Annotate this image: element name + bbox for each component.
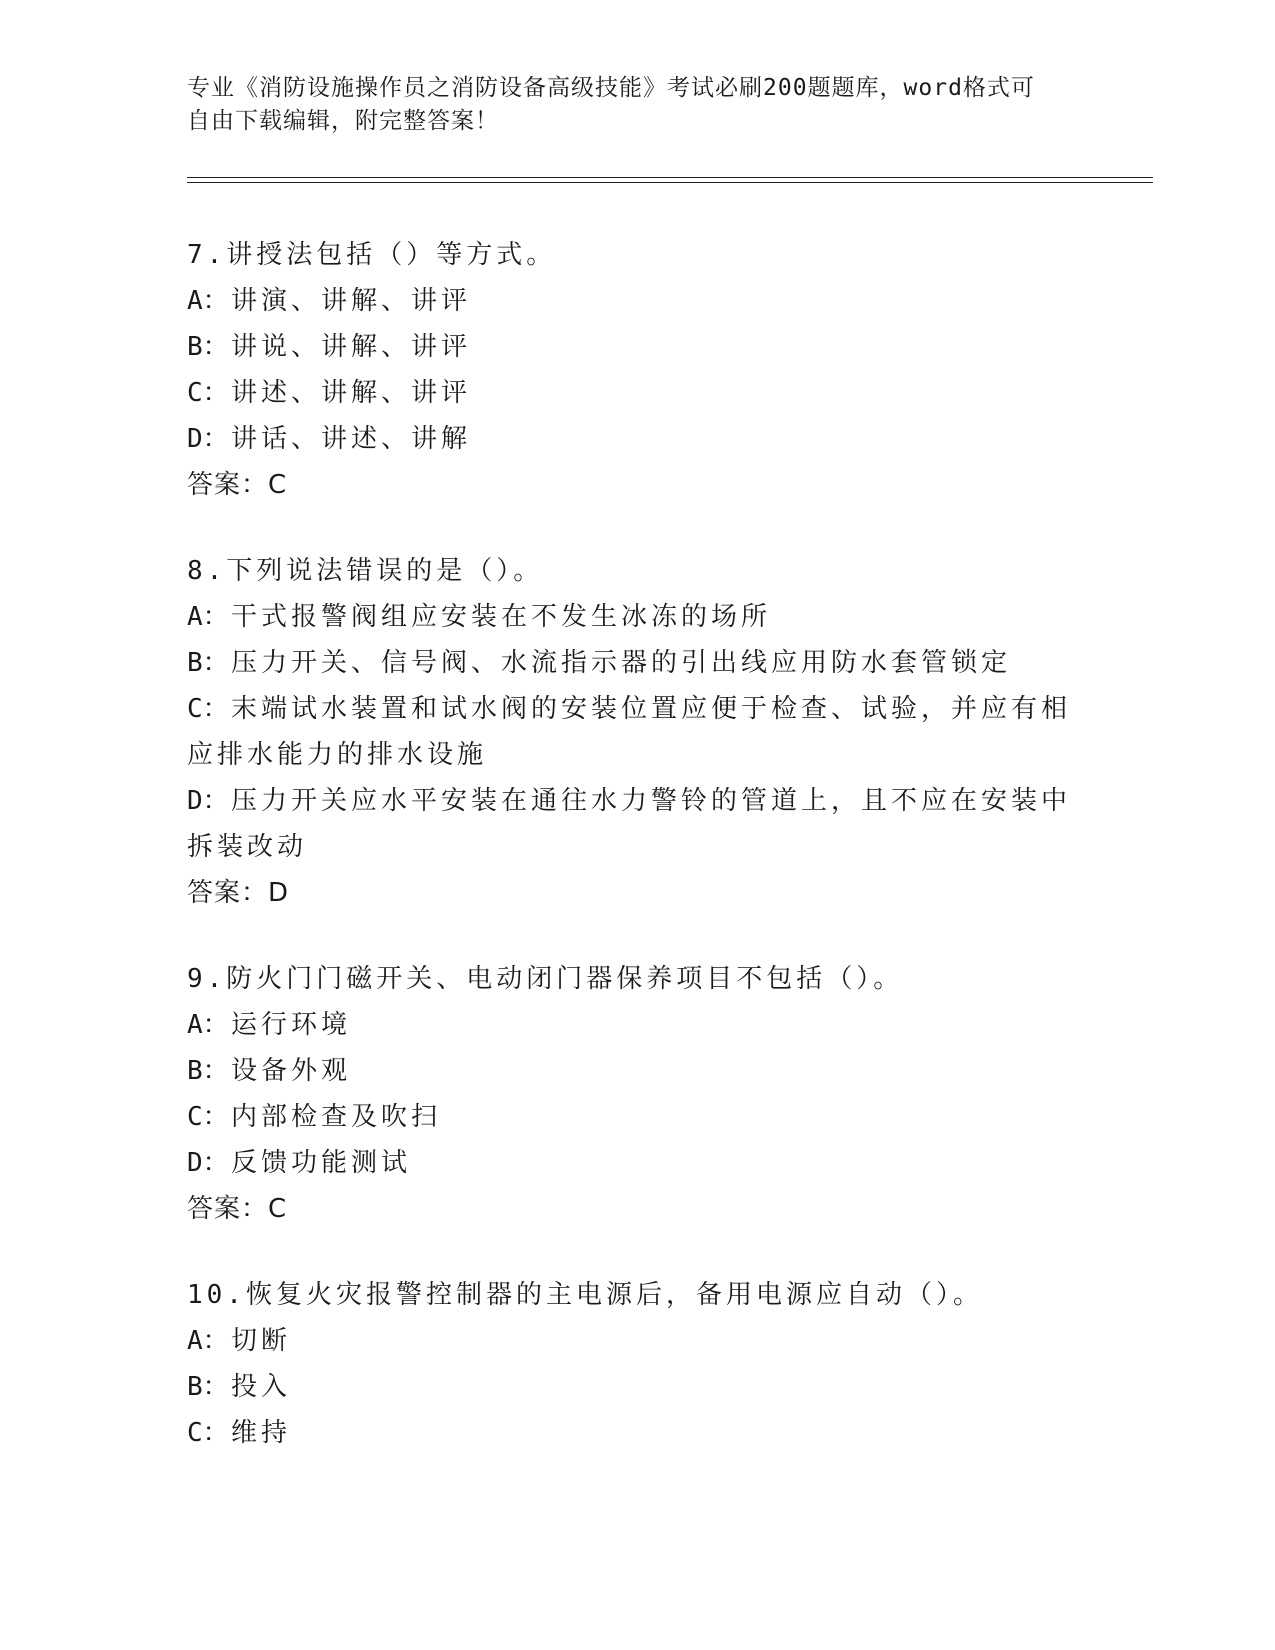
option-key: C： bbox=[187, 378, 229, 408]
option-a bbox=[187, 594, 1077, 640]
question-list bbox=[187, 232, 1077, 1496]
option-c bbox=[187, 370, 1077, 416]
header-line-2: 自由下载编辑，附完整答案！ bbox=[187, 108, 499, 134]
option-key: D： bbox=[187, 786, 229, 816]
question-stem: 8.下列说法错误的是（）。 bbox=[187, 556, 544, 586]
question-stem: 9.防火门门磁开关、电动闭门器保养项目不包括（）。 bbox=[187, 964, 904, 994]
option-key: D： bbox=[187, 1148, 229, 1178]
question-8 bbox=[187, 548, 1077, 916]
header-divider-bottom bbox=[187, 182, 1153, 183]
option-key: C： bbox=[187, 1418, 229, 1448]
option-text: 压力开关应水平安装在通往水力警铃的管道上，且不应在安装中拆装改动 bbox=[187, 786, 1072, 862]
question-stem: 7.讲授法包括（）等方式。 bbox=[187, 240, 557, 270]
option-text: 维持 bbox=[231, 1418, 292, 1448]
question-10 bbox=[187, 1272, 1077, 1456]
question-9 bbox=[187, 956, 1077, 1232]
option-text: 压力开关、信号阀、水流指示器的引出线应用防水套管锁定 bbox=[231, 648, 1012, 678]
option-text: 讲演、讲解、讲评 bbox=[231, 286, 472, 316]
option-key: D： bbox=[187, 424, 229, 454]
option-key: B： bbox=[187, 1056, 229, 1086]
option-b bbox=[187, 1048, 1077, 1094]
option-key: B： bbox=[187, 648, 229, 678]
option-text: 设备外观 bbox=[231, 1056, 352, 1086]
option-c bbox=[187, 1410, 1077, 1456]
answer-line: 答案：D bbox=[187, 878, 290, 908]
header-divider-top bbox=[187, 177, 1153, 178]
option-text: 末端试水装置和试水阀的安装位置应便于检查、试验，并应有相应排水能力的排水设施 bbox=[187, 694, 1072, 770]
option-key: C： bbox=[187, 1102, 229, 1132]
option-text: 干式报警阀组应安装在不发生冰冻的场所 bbox=[231, 602, 772, 632]
option-key: A： bbox=[187, 602, 229, 632]
option-key: B： bbox=[187, 1372, 229, 1402]
option-key: A： bbox=[187, 1010, 229, 1040]
option-d bbox=[187, 1140, 1077, 1186]
option-a bbox=[187, 278, 1077, 324]
option-text: 切断 bbox=[231, 1326, 292, 1356]
answer-line: 答案：C bbox=[187, 470, 288, 500]
option-text: 讲述、讲解、讲评 bbox=[231, 378, 472, 408]
header-line-1: 专业《消防设施操作员之消防设备高级技能》考试必刷200题题库，word格式可 bbox=[187, 75, 1035, 101]
option-b bbox=[187, 1364, 1077, 1410]
option-b bbox=[187, 640, 1077, 686]
option-a bbox=[187, 1318, 1077, 1364]
option-text: 反馈功能测试 bbox=[231, 1148, 412, 1178]
option-key: C： bbox=[187, 694, 229, 724]
question-7 bbox=[187, 232, 1077, 508]
option-c bbox=[187, 686, 1077, 778]
option-text: 运行环境 bbox=[231, 1010, 352, 1040]
option-d bbox=[187, 416, 1077, 462]
option-text: 投入 bbox=[231, 1372, 292, 1402]
option-key: A： bbox=[187, 1326, 229, 1356]
question-stem: 10.恢复火灾报警控制器的主电源后，备用电源应自动（）。 bbox=[187, 1280, 983, 1310]
option-text: 内部检查及吹扫 bbox=[231, 1102, 442, 1132]
option-text: 讲说、讲解、讲评 bbox=[231, 332, 472, 362]
option-d bbox=[187, 778, 1077, 870]
option-a bbox=[187, 1002, 1077, 1048]
option-c bbox=[187, 1094, 1077, 1140]
answer-line: 答案：C bbox=[187, 1194, 288, 1224]
option-text: 讲话、讲述、讲解 bbox=[231, 424, 472, 454]
document-header bbox=[187, 72, 1087, 138]
option-key: B： bbox=[187, 332, 229, 362]
option-b bbox=[187, 324, 1077, 370]
option-key: A： bbox=[187, 286, 229, 316]
